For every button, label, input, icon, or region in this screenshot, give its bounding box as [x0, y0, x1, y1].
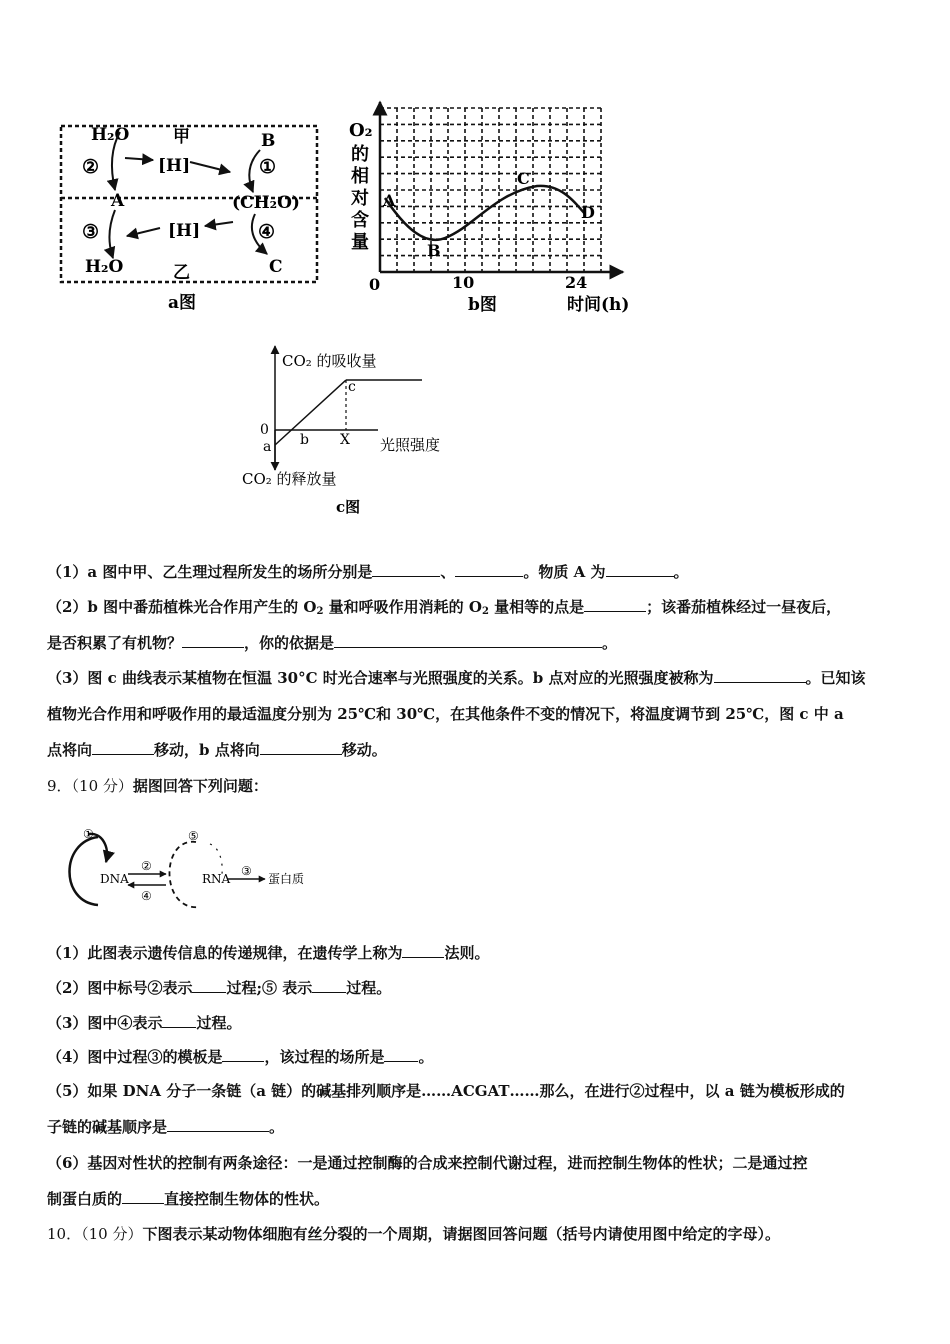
co2-absorb-label: CO₂ 的吸收量 [282, 352, 377, 370]
ylabel-char-2: 相 [351, 166, 369, 187]
arrow-h-to-ch2o [190, 162, 230, 172]
figure-a [55, 120, 325, 320]
arrow-a-to-h2o [109, 210, 115, 258]
light-intensity-label: 光照强度 [380, 436, 441, 454]
figure-b-caption: b图 [468, 295, 497, 315]
rising-line [275, 380, 346, 445]
rna-replication-arc [169, 842, 200, 907]
arrow-to-h-upper [125, 158, 153, 160]
circle-4-label: ④ [258, 221, 276, 243]
arrow-ch2o-to-h [205, 222, 233, 226]
ylabel-char-3: 对 [351, 188, 369, 209]
q9-part5-line1: （5）如果 DNA 分子一条链（a 链）的碱基排列顺序是……ACGAT……那么，在进行②过程中，以 a 链为模板形成的 [47, 1082, 845, 1100]
rna-replication-arrow [210, 844, 222, 874]
q9-part4: （4）图中过程③的模板是 ，该过程的场所是 。 [47, 1048, 434, 1066]
figure-a-caption: a图 [168, 293, 197, 313]
circle-1-label: ① [259, 156, 277, 178]
circle-2-label: ② [82, 156, 100, 178]
x-axis-label: 时间(h) [567, 295, 630, 315]
o2-curve [385, 186, 585, 240]
rna-label: RNA [202, 872, 231, 886]
ch2o-label: (CH₂O) [232, 193, 300, 213]
q9-part3: （3）图中④表示 过程。 [47, 1014, 242, 1032]
origin-label: 0 [369, 275, 381, 294]
point-c: C [517, 169, 530, 188]
q9-part6-line2: 制蛋白质的 直接控制生物体的性状。 [47, 1190, 330, 1208]
h2o-bottom-label: H₂O [85, 257, 124, 277]
q9-part1: （1）此图表示遗传信息的传递规律，在遗传学上称为 法则。 [47, 944, 490, 962]
b-label: b [300, 432, 309, 448]
figure-c [230, 340, 470, 525]
circle-1: ① [83, 827, 94, 841]
figure-c-caption: c图 [336, 498, 361, 516]
ylabel-char-1: 的 [351, 144, 369, 165]
yi-label: 乙 [173, 263, 190, 283]
arrow-h-to-a [127, 228, 160, 236]
q8-part2-line2: 是否积累了有机物？ ，你的依据是 。 [47, 634, 618, 652]
q8-part1: （1）a 图中甲、乙生理过程所发生的场所分别是 、 。物质 A 为 。 [47, 563, 689, 581]
b-label: B [261, 131, 276, 151]
circle-4: ④ [141, 889, 152, 903]
h2o-top-label: H₂O [91, 125, 130, 145]
a-label: a [263, 439, 272, 455]
figure-b [345, 98, 650, 320]
q9-part2: （2）图中标号②表示 过程;⑤ 表示 过程。 [47, 979, 392, 997]
graph-grid [380, 108, 601, 272]
tick-24: 24 [565, 273, 588, 292]
point-d: D [581, 203, 595, 222]
ylabel-char-0: O₂ [349, 120, 373, 141]
q10-heading: 10．（10 分）下图表示某动物体细胞有丝分裂的一个周期，请据图回答问题（括号内请使用图中给定的字母）。 [47, 1225, 780, 1243]
h-upper-label: [H] [158, 156, 191, 176]
circle-5: ⑤ [188, 829, 199, 843]
co2-release-label: CO₂ 的释放量 [242, 470, 337, 488]
jia-label: 甲 [173, 127, 190, 147]
q8-part2-line1: （2）b 图中番茄植株光合作用产生的 $O_2$ 量和呼吸作用消耗的 $O_2$ 量相等的点是 ；该番茄植株经过一昼夜后， [47, 598, 842, 617]
circle-2: ② [141, 859, 152, 873]
q9-part6-line1: （6）基因对性状的控制有两条途径：一是通过控制酶的合成来控制代谢过程，进而控制生物体的性状；二是通过控 [47, 1154, 808, 1172]
circle-3: ③ [241, 864, 252, 878]
replication-arc [70, 837, 99, 905]
point-a: A [383, 191, 396, 210]
dna-label: DNA [100, 872, 129, 886]
circle-3-label: ③ [82, 221, 100, 243]
ylabel-char-4: 含 [351, 210, 369, 231]
q9-part5-line2: 子链的碱基顺序是 。 [47, 1118, 285, 1136]
q9-heading: 9．（10 分）据图回答下列问题： [47, 777, 268, 795]
q8-part3-line2: 植物光合作用和呼吸作用的最适温度分别为 25℃和 30℃，在其他条件不变的情况下，将温度调节到 25℃，图 c 中 a [47, 705, 844, 723]
q8-part3-line3: 点将向 移动，b 点将向 移动。 [47, 741, 387, 759]
figure-central-dogma [60, 822, 320, 917]
x-label: X [340, 432, 350, 448]
a-label: A [111, 191, 125, 211]
c-label: c [348, 379, 356, 395]
protein-label: 蛋白质 [268, 872, 305, 886]
zero-label: 0 [260, 422, 269, 438]
tick-10: 10 [452, 273, 475, 292]
h-lower-label: [H] [168, 221, 201, 241]
ylabel-char-5: 量 [351, 232, 369, 253]
q8-part3-line1: （3）图 c 曲线表示某植物在恒温 30°C 时光合速率与光照强度的关系。b 点对应的光照强度被称为 。已知该 [47, 669, 866, 687]
point-b: B [427, 241, 441, 260]
c-label: C [269, 257, 283, 277]
